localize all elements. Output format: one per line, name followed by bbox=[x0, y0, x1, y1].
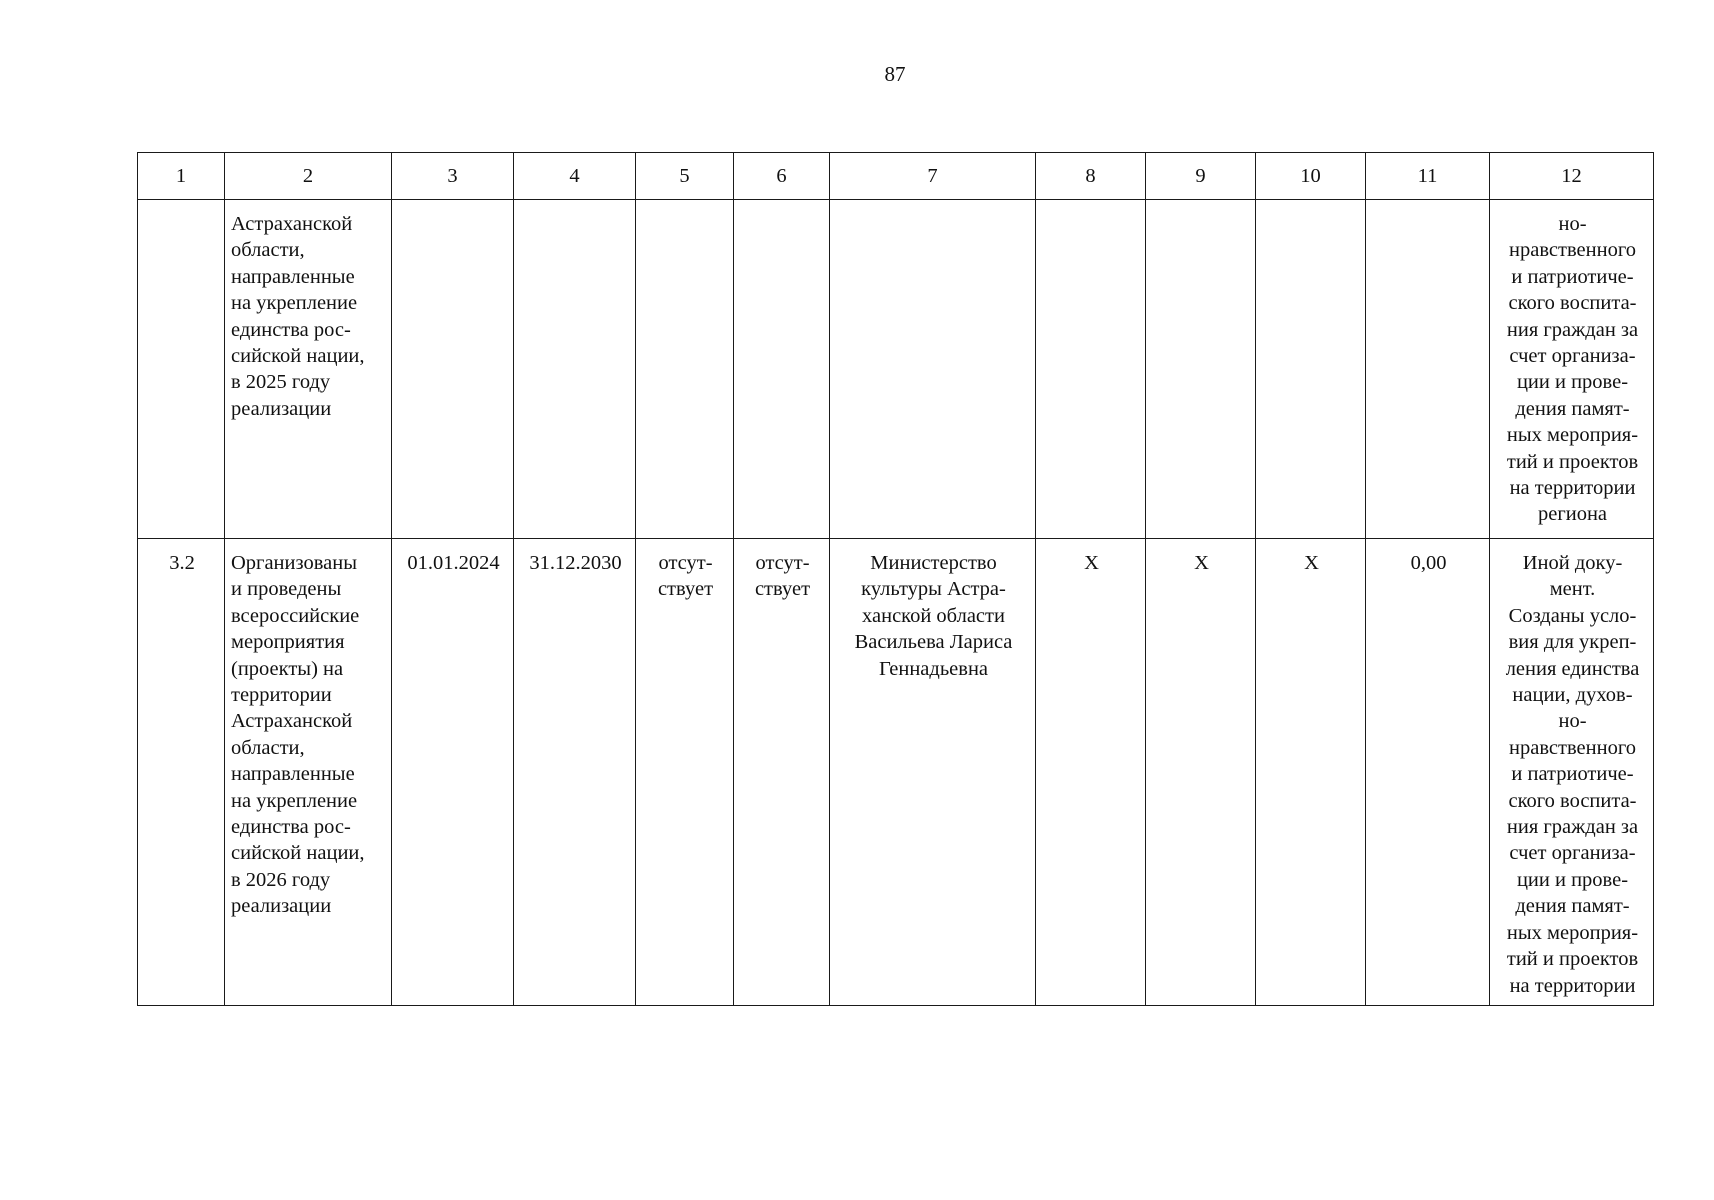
column-number-6: 6 bbox=[734, 153, 830, 200]
responsible-text: Министерство культуры Астра- ханской области Васильева Лариса Геннадьевна bbox=[854, 552, 1013, 680]
cell-continued-col11 bbox=[1366, 200, 1490, 539]
cell-continued-result-name bbox=[225, 200, 392, 539]
cell-continued-col5 bbox=[636, 200, 734, 539]
table-row-3-2 bbox=[138, 539, 1654, 1006]
column-number-4: 4 bbox=[514, 153, 636, 200]
cell-3-2-col11 bbox=[1366, 539, 1490, 1006]
page-number: 87 bbox=[884, 62, 906, 86]
column-number-8: 8 bbox=[1036, 153, 1146, 200]
cell-continued-col10 bbox=[1256, 200, 1366, 539]
continued-result-name-text: Астраханской области, направленные на укрепление единства рос- сийской нации, в 2025 году реализации bbox=[231, 213, 365, 420]
cell-continued-col8 bbox=[1036, 200, 1146, 539]
cell-continued-end-date bbox=[514, 200, 636, 539]
continued-document-text: но- нравственного и патриотиче- ского воспита- ния граждан за счет организа- ции и прове- дения памят- ных мероприя- тий и проектов на территории региона bbox=[1506, 213, 1639, 526]
column-number-2: 2 bbox=[225, 153, 392, 200]
cell-3-2-col5 bbox=[636, 539, 734, 1006]
column-number-3: 3 bbox=[392, 153, 514, 200]
cell-continued-col9 bbox=[1146, 200, 1256, 539]
cell-3-2-col9 bbox=[1146, 539, 1256, 1006]
cell-continued-document bbox=[1490, 200, 1654, 539]
column-number-10: 10 bbox=[1256, 153, 1366, 200]
cell-3-2-number bbox=[138, 539, 225, 1006]
col11-amount: 0,00 bbox=[1410, 552, 1447, 574]
cell-3-2-responsible bbox=[830, 539, 1036, 1006]
column-number-1: 1 bbox=[138, 153, 225, 200]
cell-3-2-end-date bbox=[514, 539, 636, 1006]
cell-3-2-col10 bbox=[1256, 539, 1366, 1006]
result-name-text: Организованы и проведены всероссийские мероприятия (проекты) на территории Астраханской области, направленные на укрепление единства рос- сийской нации, в 2026 году реализации bbox=[231, 552, 365, 918]
col5-text: отсут- ствует bbox=[657, 552, 714, 601]
start-date: 01.01.2024 bbox=[407, 552, 500, 574]
cell-continued-start-date bbox=[392, 200, 514, 539]
row-number: 3.2 bbox=[169, 552, 195, 574]
col8-mark: X bbox=[1084, 552, 1099, 574]
cell-3-2-document bbox=[1490, 539, 1654, 1006]
col6-text: отсут- ствует bbox=[754, 552, 811, 601]
cell-3-2-col6 bbox=[734, 539, 830, 1006]
column-number-row bbox=[138, 153, 1654, 200]
col10-mark: X bbox=[1304, 552, 1319, 574]
cell-continued-number bbox=[138, 200, 225, 539]
column-number-7: 7 bbox=[830, 153, 1036, 200]
plan-table bbox=[137, 152, 1654, 1006]
cell-continued-col6 bbox=[734, 200, 830, 539]
column-number-5: 5 bbox=[636, 153, 734, 200]
cell-3-2-col8 bbox=[1036, 539, 1146, 1006]
cell-3-2-start-date bbox=[392, 539, 514, 1006]
table-row-continued bbox=[138, 200, 1654, 539]
document-text: Иной доку- мент. Созданы усло- вия для укреп- ления единства нации, духов- но- нравственного и патриотиче- ского воспита- ния граждан за счет организа- ции и прове- дения памят- ных мероприя- тий и проектов на территории bbox=[1505, 552, 1640, 997]
cell-3-2-result-name bbox=[225, 539, 392, 1006]
col9-mark: X bbox=[1194, 552, 1209, 574]
cell-continued-responsible bbox=[830, 200, 1036, 539]
column-number-12: 12 bbox=[1490, 153, 1654, 200]
end-date: 31.12.2030 bbox=[529, 552, 622, 574]
column-number-11: 11 bbox=[1366, 153, 1490, 200]
column-number-9: 9 bbox=[1146, 153, 1256, 200]
